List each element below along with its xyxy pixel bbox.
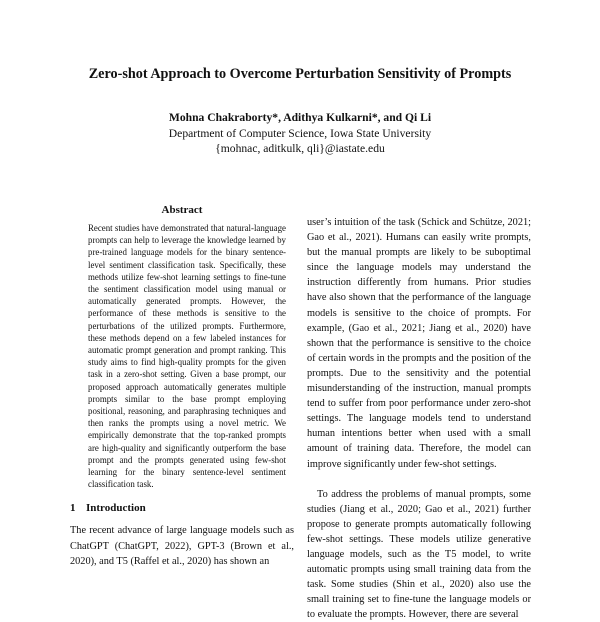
left-column <box>70 204 294 569</box>
abstract-heading: Abstract <box>161 204 203 216</box>
abstract-text: Recent studies have demonstrated that natural-language prompts can help to leverage the knowledge learned by pre-trained language models for the binary sentence-level sentiment classification task. Specifically, these methods utilize few-shot learning settings to fine-tune the sentiment classification model using manual or automatically generated prompts. However, the performance of these methods is sensitive to the perturbations of the utilized prompts. Furthermore, these methods depend on a few labeled instances for automatic prompt generation and prompt ranking. This study aims to find high-quality prompts for the given task in a zero-shot setting. Given a base prompt, our proposed approach automatically generates multiple prompts similar to the base prompt employing positional, reasoning, and paraphrasing techniques and then ranks the prompts using a novel metric. We empirically demonstrate that the top-ranked prompts are high-quality and significantly outperform the base prompt and the prompts generated using few-shot learning for the binary sentence-level sentiment classification task. <box>88 223 286 490</box>
intro-paragraph-start: The recent advance of large language models such as ChatGPT (ChatGPT, 2022), GPT-3 (Brown et al., 2020), and T5 (Raffel et al., 2020) has shown an <box>70 525 294 567</box>
author-emails: {mohnac, aditkulk, qli}@iastate.edu <box>215 142 385 155</box>
author-names: Mohna Chakraborty*, Adithya Kulkarni*, and Qi Li <box>168 111 432 124</box>
section-title: Introduction <box>86 502 146 515</box>
affiliation: Department of Computer Science, Iowa State University <box>168 126 432 140</box>
section-heading-introduction <box>70 502 294 514</box>
right-column <box>307 215 531 622</box>
intro-paragraph-2: To address the problems of manual prompts, some studies (Jiang et al., 2020; Gao et al., 2021) further propose to generate prompts automatically following few-shot settings. These models utilize generative language models, such as the T5 model, to write automatic prompts using small training data from the task. Some studies (Shin et al., 2020) also use the small training set to fine-tune the language models or to evaluate the prompts. However, there are several <box>307 488 531 621</box>
intro-paragraph-continued: user’s intuition of the task (Schick and Schütze, 2021; Gao et al., 2021). Humans can easily write prompts, but the manual prompts are likely to be suboptimal since the language models may understand the instruction differently from humans. Prior studies have also shown that the performance of the language models is sensitive to the choice of prompts. For example, (Gao et al., 2021; Jiang et al., 2020) have shown that the performance is sensitive to the choice of certain words in the prompts and the position of the prompts. Due to the sensitivity and the potential misunderstanding of the instruction, manual prompts tend to suffer from poor performance under zero-shot settings. The language models tend to understand human intentions better when used with a small amount of training data. Therefore, the model can improve significantly under few-shot settings. <box>307 217 531 470</box>
paper-title: Zero-shot Approach to Overcome Perturbation Sensitivity of Prompts <box>88 66 512 82</box>
author-block <box>0 110 600 157</box>
section-number: 1 <box>70 502 76 515</box>
